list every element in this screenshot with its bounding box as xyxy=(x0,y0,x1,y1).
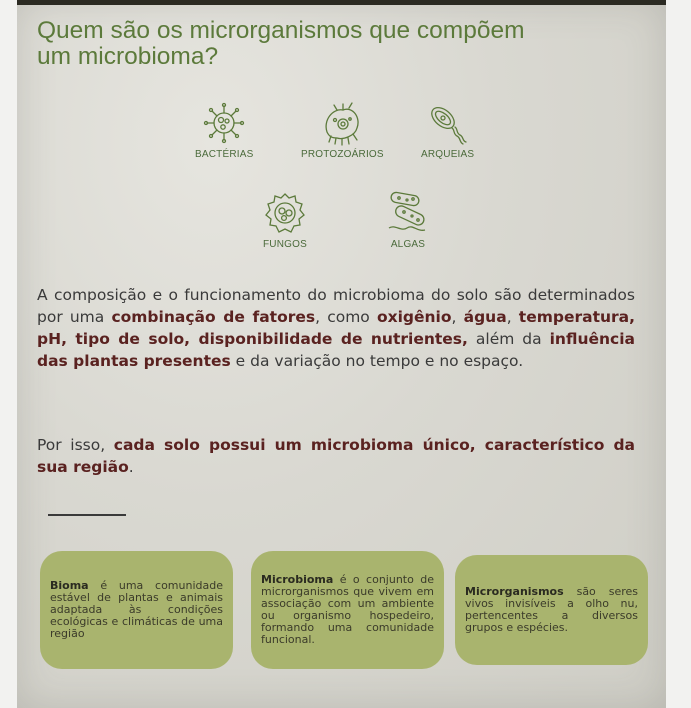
microorganism-label: ALGAS xyxy=(390,239,426,250)
text-span: A composição e o funcionamento do microbioma do solo são determinados por uma xyxy=(37,286,635,326)
card-text xyxy=(261,574,434,646)
card-bioma xyxy=(40,551,233,669)
text-span: Por isso, xyxy=(37,436,114,454)
archaea-icon xyxy=(425,100,471,146)
text-span: , como xyxy=(315,308,377,326)
card-definition: são seres vivos invisíveis a olho nu, pertencentes a diversos grupos e espécies. xyxy=(465,585,638,634)
microorganism-label: PROTOZOÁRIOS xyxy=(301,149,384,160)
fungi-icon xyxy=(262,190,308,236)
text-span: , xyxy=(506,308,519,326)
protozoa-icon xyxy=(319,100,365,146)
microorganism-algae xyxy=(385,190,431,250)
text-span: , xyxy=(451,308,464,326)
top-bar xyxy=(17,0,666,5)
microorganism-label: ARQUEIAS xyxy=(421,149,475,160)
card-text xyxy=(50,580,223,640)
card-text xyxy=(465,586,638,634)
bold-span: influência das plantas presentes xyxy=(37,330,635,370)
microorganism-bacteria xyxy=(195,100,253,160)
paragraph-factors xyxy=(37,284,635,372)
card-definition: é o conjunto de microrganismos que vivem em associação com um ambiente ou organismo hospedeiro, formando uma comunidade funcional. xyxy=(261,573,434,646)
content-panel xyxy=(17,0,666,708)
page-title: Quem são os microrganismos que compõem um microbioma? xyxy=(37,17,525,70)
card-microrganismos xyxy=(455,555,648,665)
microorganism-fungi xyxy=(262,190,308,250)
bold-span: temperatura, pH, tipo de solo, disponibilidade de nutrientes, xyxy=(37,308,636,348)
card-term: Microrganismos xyxy=(465,585,564,598)
paragraph-unique-microbiome xyxy=(37,434,635,478)
text-span: e da variação no tempo e no espaço. xyxy=(230,352,524,370)
text-span: além da xyxy=(467,330,550,348)
bacteria-icon xyxy=(201,100,247,146)
microorganism-label: FUNGOS xyxy=(263,239,307,250)
algae-icon xyxy=(385,190,431,236)
bold-span: combinação de fatores xyxy=(111,308,316,326)
bold-span: oxigênio xyxy=(376,308,452,326)
card-microbioma xyxy=(251,551,444,669)
card-definition: é uma comunidade estável de plantas e animais adaptada às condições ecológicas e climáticas de uma região xyxy=(50,579,223,640)
microorganism-archaea xyxy=(421,100,474,160)
text-span: . xyxy=(128,458,134,476)
section-divider xyxy=(48,514,126,516)
bold-span: água xyxy=(463,308,507,326)
card-term: Microbioma xyxy=(261,573,334,586)
microorganism-protozoa xyxy=(301,100,384,160)
bold-span: cada solo possui um microbioma único, característico da sua região xyxy=(37,436,636,476)
card-term: Bioma xyxy=(50,579,89,592)
microorganism-label: BACTÉRIAS xyxy=(195,149,254,160)
